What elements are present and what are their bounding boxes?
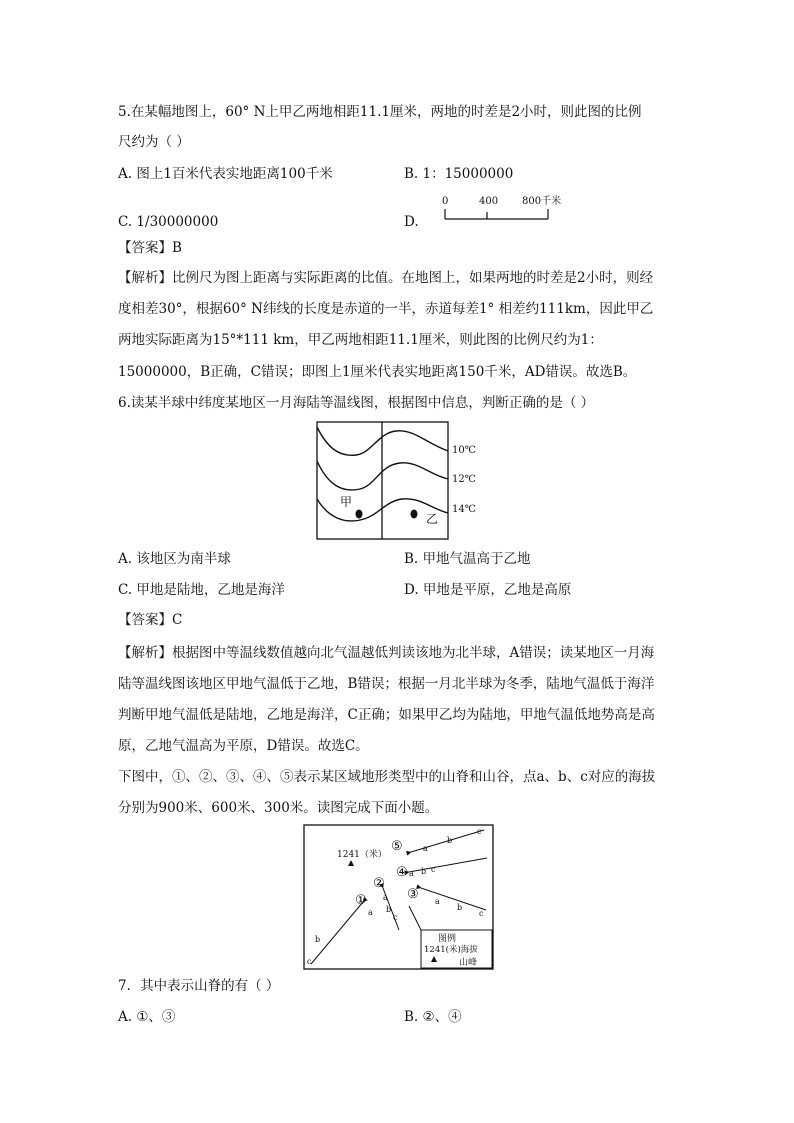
legend-pointer bbox=[409, 906, 421, 930]
iso-label-10: 10℃ bbox=[452, 445, 476, 456]
q5-option-b: B. 1：15000000 bbox=[404, 166, 514, 182]
iso-label-14: 14℃ bbox=[452, 504, 476, 515]
legend-peak-label: 山峰 bbox=[459, 958, 478, 968]
line3-point-c: c bbox=[479, 909, 484, 918]
q6-analysis-line4: 原，乙地气温高为平原，D错误。故选C。 bbox=[118, 738, 369, 754]
q6-option-c: C. 甲地是陆地，乙地是海洋 bbox=[118, 582, 285, 598]
legend-elevation-label: 1241(米)海拔 bbox=[424, 945, 478, 955]
line4-point-c: c bbox=[431, 865, 436, 874]
line3-point-b: b bbox=[457, 903, 463, 912]
line5-point-a: a bbox=[423, 844, 428, 853]
line1-point-b: b bbox=[315, 935, 321, 944]
point-jia-dot bbox=[356, 510, 363, 519]
line2-point-b: b bbox=[386, 905, 392, 914]
line2-point-c: c bbox=[393, 913, 398, 922]
peak-elevation-label: 1241（米） bbox=[337, 850, 387, 860]
q6-analysis-line1: 【解析】根据图中等温线数值越向北气温越低判读该地为北半球，A错误；读某地区一月海 bbox=[118, 645, 655, 661]
line3-point-a: a bbox=[435, 897, 440, 906]
q6-option-a: A. 该地区为南半球 bbox=[118, 551, 231, 567]
q6-analysis-line3: 判断甲地气温低是陆地，乙地是海洋，C正确；如果甲乙均为陆地，甲地气温低地势高是高 bbox=[118, 707, 655, 723]
peak-triangle-icon bbox=[348, 860, 354, 866]
circle-label-3: ③ bbox=[407, 887, 419, 902]
line-1 bbox=[311, 902, 363, 964]
line1-point-a: a bbox=[368, 908, 373, 917]
q5-option-a: A. 图上1百米代表实地距离100千米 bbox=[118, 166, 333, 182]
q6-option-d: D. 甲地是平原，乙地是高原 bbox=[404, 582, 572, 598]
line4-point-a: a bbox=[409, 869, 414, 878]
q5-option-d: D. bbox=[404, 214, 419, 230]
iso-label-12: 12℃ bbox=[452, 474, 476, 485]
circle-label-5: ⑤ bbox=[391, 839, 403, 854]
q6-stem: 6.读某半球中纬度某地区一月海陆等温线图，根据图中信息，判断正确的是（ ） bbox=[118, 395, 595, 411]
q5-option-c: C. 1/30000000 bbox=[118, 214, 219, 230]
point-yi-label: 乙 bbox=[426, 512, 439, 526]
scale-tick-0: 0 bbox=[442, 196, 449, 207]
q6-answer: 【答案】C bbox=[118, 612, 183, 628]
line4-point-b: b bbox=[421, 867, 427, 876]
scale-tick-800: 800千米 bbox=[522, 196, 562, 207]
circle-label-2: ② bbox=[373, 876, 385, 891]
point-yi-dot bbox=[411, 510, 418, 519]
intro-line2: 分别为900米、600米、300米。读图完成下面小题。 bbox=[118, 800, 439, 816]
q5-stem-line2: 尺约为（ ） bbox=[118, 134, 190, 150]
circle-label-1: ① bbox=[355, 893, 367, 908]
q7-option-b: B. ②、④ bbox=[404, 1009, 462, 1025]
isotherm-map bbox=[316, 421, 484, 541]
line2-point-a: a bbox=[383, 893, 388, 902]
line5-point-b: b bbox=[447, 836, 453, 845]
scale-bar-figure bbox=[436, 192, 576, 224]
scale-tick-400: 400 bbox=[479, 196, 499, 207]
q7-option-a: A. ①、③ bbox=[118, 1009, 176, 1025]
q5-analysis-line2: 度相差30°，根据60° N纬线的长度是赤道的一半，赤道每差1° 相差约111km，因此甲乙 bbox=[118, 301, 654, 317]
q5-analysis-line4: 15000000，B正确，C错误；即图上1厘米代表实地距离150千米，AD错误。故选B。 bbox=[118, 364, 637, 380]
q5-analysis-line1: 【解析】比例尺为图上距离与实际距离的比值。在地图上，如果两地的时差是2小时，则经 bbox=[118, 270, 654, 286]
q6-option-b: B. 甲地气温高于乙地 bbox=[404, 551, 531, 567]
legend-title: 图例 bbox=[438, 934, 457, 944]
line1-point-c: c bbox=[307, 957, 312, 966]
circle-label-4: ④ bbox=[396, 865, 408, 880]
q5-stem-line1: 5.在某幅地图上，60° N上甲乙两地相距11.1厘米，两地的时差是2小时，则此图的比例 bbox=[118, 104, 642, 120]
point-jia-label: 甲 bbox=[340, 495, 353, 509]
q5-answer: 【答案】B bbox=[118, 240, 182, 256]
line5-point-c: c bbox=[477, 827, 482, 836]
q5-analysis-line3: 两地实际距离为15°*111 km，甲乙两地相距11.1厘米，则此图的比例尺约为1： bbox=[118, 332, 603, 348]
line-3 bbox=[421, 888, 486, 910]
q6-analysis-line2: 陆等温线图该地区甲地气温低于乙地，B错误；根据一月北半球为冬季，陆地气温低于海洋 bbox=[118, 676, 655, 692]
q7-stem: 7．其中表示山脊的有（ ） bbox=[118, 978, 280, 994]
intro-line1: 下图中，①、②、③、④、⑤表示某区域地形类型中的山脊和山谷，点a、b、c对应的海拔 bbox=[118, 769, 656, 785]
terrain-figure bbox=[303, 824, 495, 972]
